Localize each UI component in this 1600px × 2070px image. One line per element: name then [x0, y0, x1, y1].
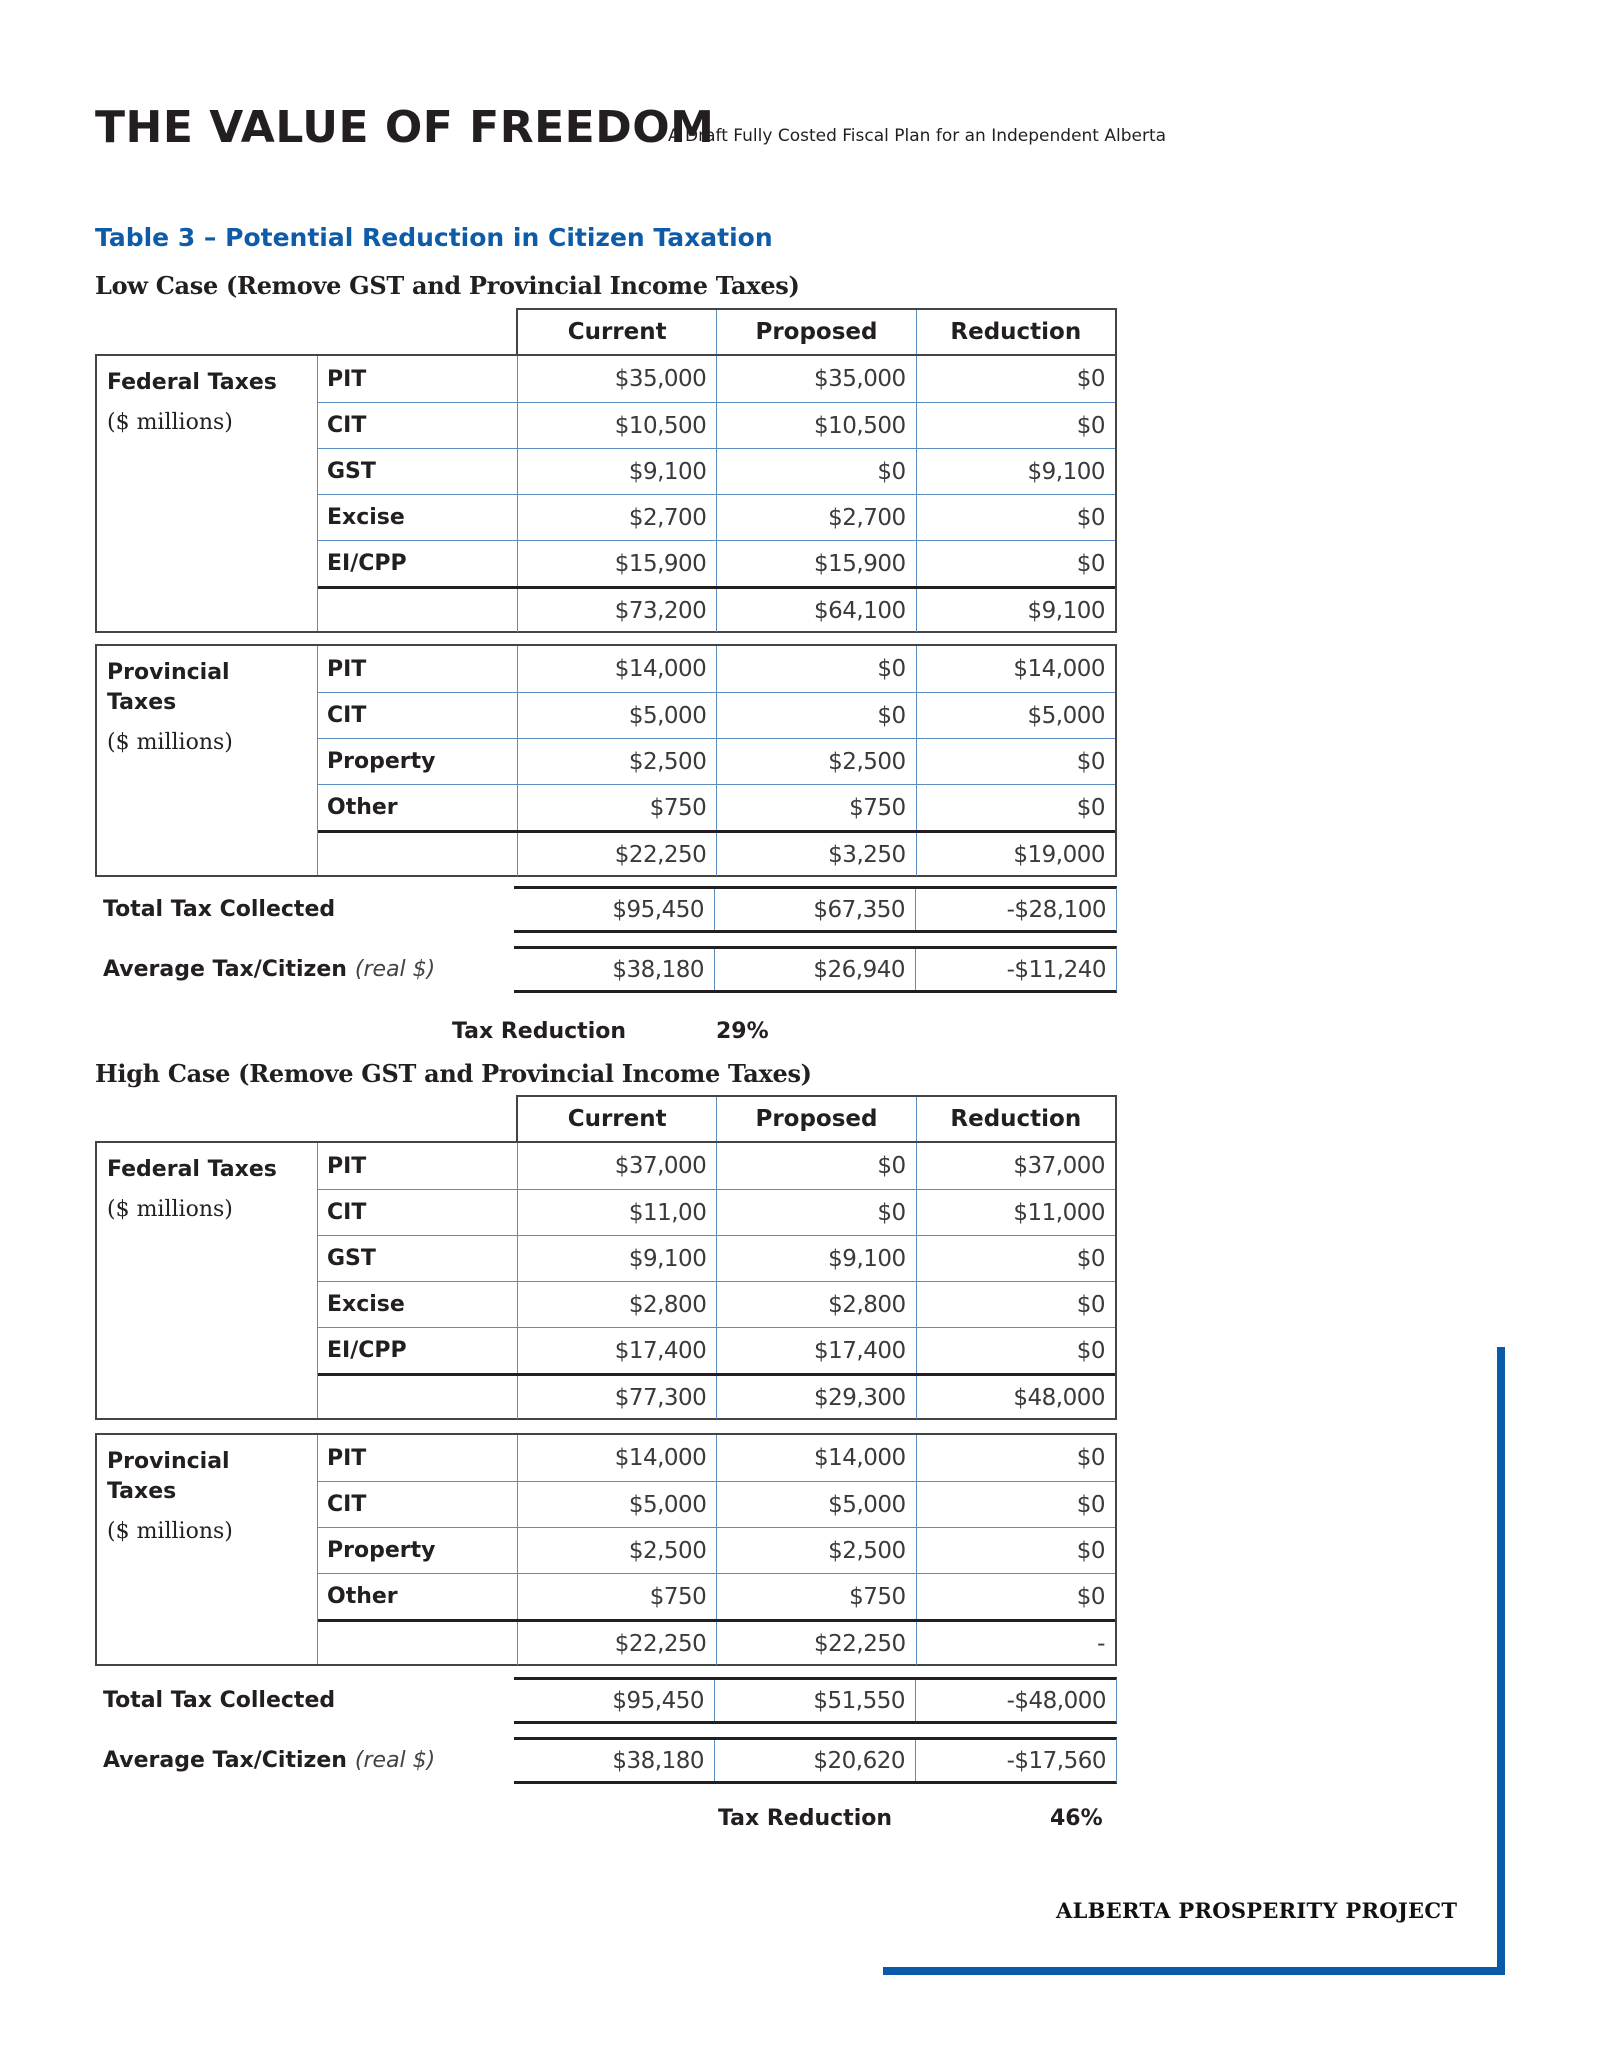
average-tax-row — [95, 1737, 1117, 1784]
blue-frame-horizontal-rule — [883, 1967, 1505, 1975]
row-label-empty — [318, 1622, 517, 1665]
proposed-value: $0 — [716, 1143, 915, 1189]
table-row — [318, 692, 1115, 738]
total-tax-label: Total Tax Collected — [103, 897, 336, 922]
average-tax-note: (real $) — [354, 957, 436, 982]
group-label — [97, 1143, 318, 1418]
subtotal-row — [318, 1373, 1115, 1419]
federal-taxes-group — [95, 354, 1117, 633]
column-header-current: Current — [567, 1106, 667, 1132]
current-value: $14,000 — [517, 1435, 716, 1481]
table-row — [318, 646, 1115, 692]
reduction-value: $0 — [916, 785, 1115, 830]
row-label-empty — [318, 1376, 517, 1419]
average-tax-values — [514, 1737, 1117, 1784]
table-row — [318, 1435, 1115, 1481]
proposed-subtotal: $64,100 — [716, 589, 915, 632]
row-label: PIT — [327, 366, 367, 392]
current-total: $95,450 — [612, 1687, 704, 1714]
current-subtotal: $22,250 — [517, 1622, 716, 1665]
current-value: $750 — [517, 785, 716, 830]
reduction-value: $0 — [916, 1574, 1115, 1619]
high-tax-reduction-value: 46% — [1050, 1806, 1103, 1831]
group-unit: ($ millions) — [107, 1197, 233, 1222]
column-header-reduction: Reduction — [916, 310, 1115, 354]
high-tax-reduction-label: Tax Reduction — [718, 1806, 893, 1831]
current-value: $14,000 — [517, 646, 716, 692]
total-tax-values — [514, 1677, 1117, 1724]
group-label — [97, 1435, 318, 1664]
average-tax-label-text: Average Tax/Citizen — [103, 957, 347, 982]
table-row — [318, 784, 1115, 830]
group-label — [97, 356, 318, 631]
row-label: EI/CPP — [327, 551, 407, 576]
current-value: $5,000 — [517, 693, 716, 738]
table-row — [318, 1527, 1115, 1573]
current-value: $10,500 — [517, 403, 716, 448]
proposed-value: $0 — [716, 646, 915, 692]
reduction-value: $0 — [916, 1236, 1115, 1281]
current-value: $9,100 — [517, 1236, 716, 1281]
proposed-value: $0 — [716, 693, 915, 738]
reduction-total: -$28,100 — [915, 889, 1116, 930]
row-label: CIT — [327, 1200, 367, 1225]
blue-frame-vertical-rule — [1497, 1347, 1505, 1975]
group-unit: ($ millions) — [107, 730, 233, 755]
current-subtotal: $73,200 — [517, 589, 716, 632]
row-label: EI/CPP — [327, 1338, 407, 1363]
proposed-value: $0 — [716, 1190, 915, 1235]
total-tax-row — [95, 1677, 1117, 1724]
proposed-value: $2,800 — [716, 1282, 915, 1327]
row-label: CIT — [327, 413, 367, 438]
table-row — [318, 540, 1115, 586]
proposed-subtotal: $3,250 — [716, 833, 915, 876]
row-label-empty — [318, 589, 517, 632]
reduction-value: $0 — [916, 1328, 1115, 1373]
column-header-row — [516, 1095, 1117, 1141]
current-average: $38,180 — [612, 1747, 704, 1774]
reduction-value: $0 — [916, 1435, 1115, 1481]
table-row — [318, 1281, 1115, 1327]
low-tax-reduction-label: Tax Reduction — [452, 1019, 627, 1044]
current-value: $9,100 — [517, 449, 716, 494]
average-tax-row — [95, 946, 1117, 993]
row-label: Other — [327, 1584, 398, 1609]
proposed-value: $0 — [716, 449, 915, 494]
table-row — [318, 1481, 1115, 1527]
row-label: CIT — [327, 703, 367, 728]
proposed-value: $2,500 — [716, 739, 915, 784]
group-unit: ($ millions) — [107, 410, 233, 435]
average-tax-label — [103, 1737, 435, 1784]
reduction-total: -$48,000 — [915, 1680, 1116, 1721]
table-row — [318, 1189, 1115, 1235]
reduction-subtotal: $48,000 — [916, 1376, 1115, 1419]
group-title: Federal Taxes — [107, 370, 277, 395]
proposed-value: $35,000 — [716, 356, 915, 402]
table-row — [318, 1573, 1115, 1619]
column-header-reduction: Reduction — [916, 1097, 1115, 1141]
table-row — [318, 738, 1115, 784]
proposed-value: $2,700 — [716, 495, 915, 540]
table-row — [318, 1327, 1115, 1373]
provincial-taxes-group — [95, 644, 1117, 877]
reduction-average: -$11,240 — [915, 949, 1116, 990]
reduction-value: $0 — [916, 495, 1115, 540]
column-header-current: Current — [567, 319, 667, 345]
current-value: $5,000 — [517, 1482, 716, 1527]
row-label: CIT — [327, 1492, 367, 1517]
footer-brand: ALBERTA PROSPERITY PROJECT — [1056, 1898, 1458, 1923]
proposed-total: $67,350 — [714, 889, 915, 930]
table-heading: Table 3 – Potential Reduction in Citizen Taxation — [95, 223, 773, 252]
document-title: THE VALUE OF FREEDOM — [95, 102, 715, 153]
average-tax-label — [103, 946, 435, 993]
table-row — [318, 356, 1115, 402]
reduction-value: $9,100 — [916, 449, 1115, 494]
current-value: $2,800 — [517, 1282, 716, 1327]
proposed-value: $17,400 — [716, 1328, 915, 1373]
group-title: Federal Taxes — [107, 1157, 277, 1182]
row-label: PIT — [327, 1153, 367, 1179]
current-value: $15,900 — [517, 541, 716, 586]
reduction-value: $14,000 — [916, 646, 1115, 692]
group-title-line1: Provincial — [107, 1449, 230, 1474]
table-row — [318, 402, 1115, 448]
reduction-subtotal: $19,000 — [916, 833, 1115, 876]
proposed-value: $14,000 — [716, 1435, 915, 1481]
proposed-total: $51,550 — [714, 1680, 915, 1721]
current-value: $2,700 — [517, 495, 716, 540]
row-label: PIT — [327, 656, 367, 682]
proposed-value: $5,000 — [716, 1482, 915, 1527]
column-header-proposed: Proposed — [716, 310, 915, 354]
average-tax-values — [514, 946, 1117, 993]
subtotal-row — [318, 1619, 1115, 1665]
reduction-value: $0 — [916, 1482, 1115, 1527]
proposed-value: $15,900 — [716, 541, 915, 586]
row-label: GST — [327, 1246, 376, 1271]
reduction-average: -$17,560 — [915, 1740, 1116, 1781]
current-average: $38,180 — [612, 956, 704, 983]
row-label: Property — [327, 1538, 436, 1563]
proposed-average: $26,940 — [714, 949, 915, 990]
reduction-value: $0 — [916, 356, 1115, 402]
reduction-value: $0 — [916, 541, 1115, 586]
table-row — [318, 1235, 1115, 1281]
proposed-average: $20,620 — [714, 1740, 915, 1781]
proposed-value: $750 — [716, 785, 915, 830]
table-row — [318, 448, 1115, 494]
group-label — [97, 646, 318, 875]
average-tax-label-text: Average Tax/Citizen — [103, 1748, 347, 1773]
reduction-value: $11,000 — [916, 1190, 1115, 1235]
reduction-value: $0 — [916, 739, 1115, 784]
total-tax-label: Total Tax Collected — [103, 1688, 336, 1713]
current-value: $37,000 — [517, 1143, 716, 1189]
reduction-value: $37,000 — [916, 1143, 1115, 1189]
current-subtotal: $77,300 — [517, 1376, 716, 1419]
row-label: Other — [327, 795, 398, 820]
proposed-subtotal: $22,250 — [716, 1622, 915, 1665]
group-rows — [318, 356, 1115, 632]
reduction-subtotal: - — [916, 1622, 1115, 1665]
reduction-value: $0 — [916, 1282, 1115, 1327]
row-label: Excise — [327, 1292, 405, 1317]
total-tax-values — [514, 886, 1117, 933]
row-label: GST — [327, 459, 376, 484]
reduction-value: $0 — [916, 1528, 1115, 1573]
row-label-empty — [318, 833, 517, 876]
proposed-subtotal: $29,300 — [716, 1376, 915, 1419]
group-rows — [318, 1143, 1115, 1419]
table-row — [318, 494, 1115, 540]
column-header-row — [516, 308, 1117, 354]
proposed-value: $2,500 — [716, 1528, 915, 1573]
proposed-value: $9,100 — [716, 1236, 915, 1281]
proposed-value: $10,500 — [716, 403, 915, 448]
low-tax-reduction-value: 29% — [716, 1019, 769, 1044]
group-unit: ($ millions) — [107, 1519, 233, 1544]
reduction-value: $5,000 — [916, 693, 1115, 738]
column-header-proposed: Proposed — [716, 1097, 915, 1141]
reduction-subtotal: $9,100 — [916, 589, 1115, 632]
table-row — [318, 1143, 1115, 1189]
group-rows — [318, 1435, 1115, 1665]
group-title-line2: Taxes — [107, 1479, 177, 1504]
provincial-taxes-group — [95, 1433, 1117, 1666]
current-subtotal: $22,250 — [517, 833, 716, 876]
current-value: $11,00 — [517, 1190, 716, 1235]
group-title-line2: Taxes — [107, 690, 177, 715]
group-title-line1: Provincial — [107, 660, 230, 685]
reduction-value: $0 — [916, 403, 1115, 448]
row-label: Property — [327, 749, 436, 774]
federal-taxes-group — [95, 1141, 1117, 1420]
subtotal-row — [318, 830, 1115, 876]
current-value: $17,400 — [517, 1328, 716, 1373]
row-label: Excise — [327, 505, 405, 530]
low-case-heading: Low Case (Remove GST and Provincial Income Taxes) — [95, 271, 800, 300]
group-rows — [318, 646, 1115, 876]
subtotal-row — [318, 586, 1115, 632]
high-case-heading: High Case (Remove GST and Provincial Income Taxes) — [95, 1059, 812, 1088]
current-value: $2,500 — [517, 1528, 716, 1573]
total-tax-row — [95, 886, 1117, 933]
current-value: $35,000 — [517, 356, 716, 402]
average-tax-note: (real $) — [354, 1748, 436, 1773]
current-value: $750 — [517, 1574, 716, 1619]
current-total: $95,450 — [612, 896, 704, 923]
proposed-value: $750 — [716, 1574, 915, 1619]
document-subtitle: A Draft Fully Costed Fiscal Plan for an Independent Alberta — [668, 126, 1167, 146]
current-value: $2,500 — [517, 739, 716, 784]
row-label: PIT — [327, 1445, 367, 1471]
